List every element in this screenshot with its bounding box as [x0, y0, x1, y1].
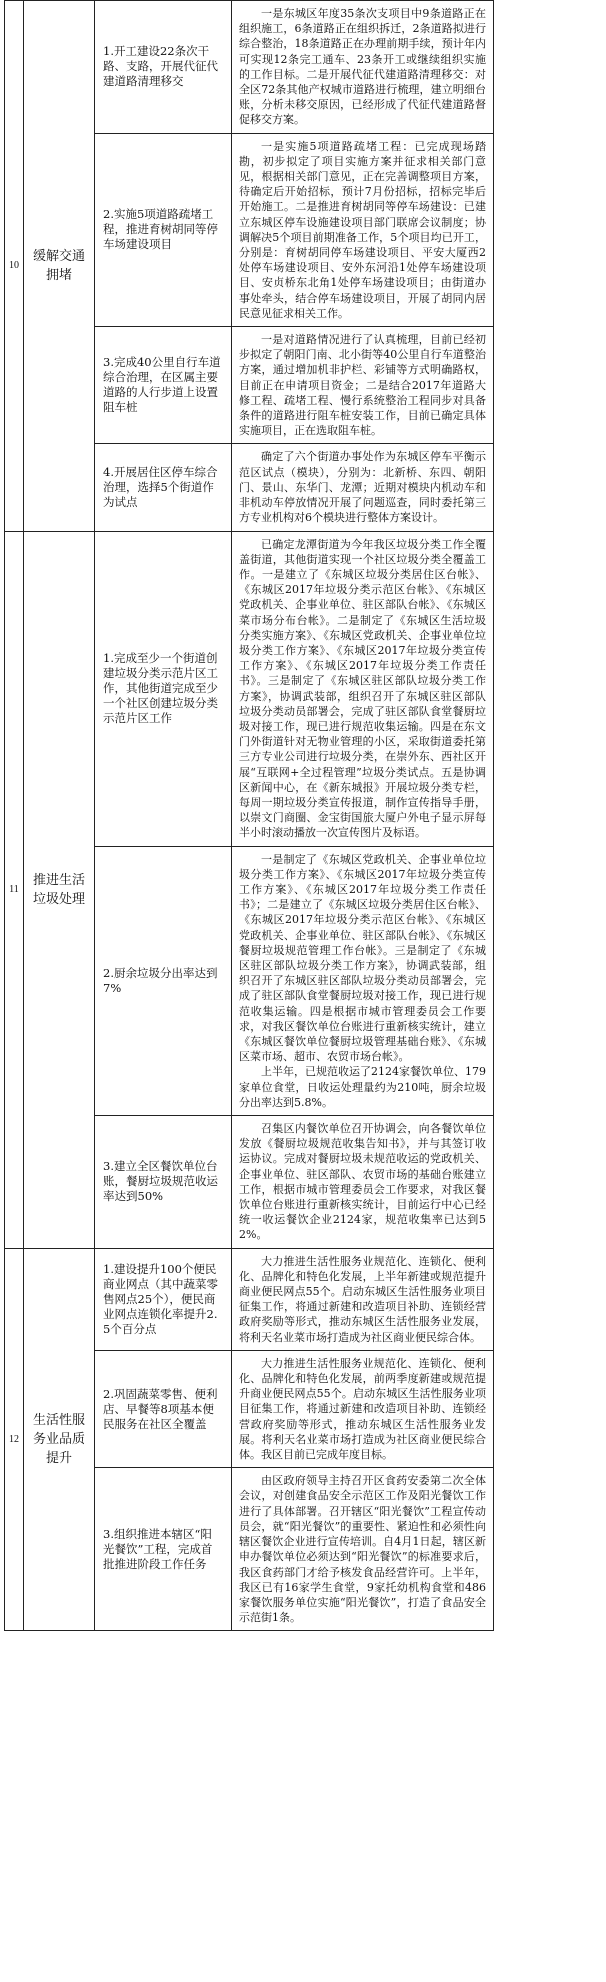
task-cell: 2.厨余垃圾分出率达到7% [95, 846, 232, 1115]
table-row [5, 1248, 494, 1350]
item-name: 推进生活垃圾处理 [24, 531, 95, 1248]
progress-table [4, 0, 494, 1631]
progress-cell [232, 1468, 494, 1631]
task-cell: 1.建设提升100个便民商业网点（其中蔬菜零售网点25个），便民商业网点连锁化率提升2.5个百分点 [95, 1248, 232, 1350]
task-cell: 3.组织推进本辖区“阳光餐饮”工程，完成首批推进阶段工作任务 [95, 1468, 232, 1631]
progress-text: 已确定龙潭街道为今年我区垃圾分类工作全覆盖街道，其他街道实现一个社区垃圾分类全覆盖工作。一是建立了《东城区垃圾分类居住区台帐》、《东城区2017年垃圾分类示范区台帐》、《东城区党政机关、企事业单位、驻区部队台帐》、《东城区菜市场分布台帐》。二是制定了《东城区生活垃圾分类实施方案》、《东城区党政机关、企事业单位垃圾分类工作方案》、《东城区2017年垃圾分类宣传工作方案》、《东城区2017年垃圾分类工作责任书》。三是制定了《东城区驻区部队垃圾分类工作方案》，协调武装部，组织召开了东城区驻区部队垃圾分类动员部署会，完成了驻区部队食堂餐厨垃圾对接工作，现已进行规范收集运输。四是在东文门外街道针对无物业管理的小区，采取街道委托第三方专业公司进行垃圾分类，在崇外东、西社区开展“互联网+全过程管理”垃圾分类试点。五是协调区新闻中心，在《新东城报》开展垃圾分类专栏，每周一期垃圾分类宣传报道，制作宣传指导手册，以崇文门商圈、金宝街国旅大厦户外电子显示屏每半小时滚动播放一次宣传图片及标语。 [239, 537, 486, 840]
progress-cell [232, 327, 494, 444]
table-row [5, 531, 494, 846]
row-number: 10 [5, 1, 24, 532]
task-cell: 1.完成至少一个街道创建垃圾分类示范片区工作，其他街道完成至少一个社区创建垃圾分类示范片区工作 [95, 531, 232, 846]
progress-text: 确定了六个街道办事处作为东城区停车平衡示范区试点（模块），分别为：北新桥、东四、朝阳门、景山、东华门、龙潭；近期对模块内机动车和非机动车停放情况开展了问题巡查，同时委托第三方专业机构对6个模块进行整体方案设计。 [239, 450, 486, 525]
table-row [5, 1, 494, 134]
task-cell: 2.巩固蔬菜零售、便利店、早餐等8项基本便民服务在社区全覆盖 [95, 1350, 232, 1467]
task-cell: 3.完成40公里自行车道综合治理，在区属主要道路的人行步道上设置阻车桩 [95, 327, 232, 444]
progress-text: 一是制定了《东城区党政机关、企事业单位垃圾分类工作方案》、《东城区2017年垃圾分类宣传工作方案》、《东城区2017年垃圾分类工作责任书》；二是建立了《东城区垃圾分类居住区台帐》、《东城区2017年垃圾分类示范区台帐》、《东城区党政机关、企事业单位、驻区部队台帐》、《东城区餐厨垃圾规范管理工作台帐》。三是制定了《东城区驻区部队垃圾分类工作方案》，协调武装部，组织召开了东城区驻区部队垃圾分类动员部署会，完成了驻区部队食堂餐厨垃圾对接工作，现已进行规范收集运输。四是根据市城市管理委员会工作要求，对我区餐饮单位台账进行重新核实统计，建立《东城区餐饮单位餐厨垃圾管理基础台账》、《东城区菜市场、超市、农贸市场台帐》。 [239, 852, 486, 1064]
progress-cell [232, 1350, 494, 1467]
progress-text: 一是东城区年度35条次支项目中9条道路正在组织施工，6条道路正在组织拆迁，2条道路拟进行综合整治，18条道路正在办理前期手续，预计年内可实现12条完工通车、23条开工或继续组织实施的工作目标。二是开展代征代建道路清理移交：对全区72条其他产权城市道路进行梳理，建立明细台账，分析未移交原因，已经形成了代征代建道路督促移交方案。 [239, 7, 486, 127]
row-number: 12 [5, 1248, 24, 1631]
task-cell: 3.建立全区餐饮单位台账，餐厨垃圾规范收运率达到50% [95, 1116, 232, 1249]
progress-cell [232, 846, 494, 1115]
progress-text: 召集区内餐饮单位召开协调会，向各餐饮单位发放《餐厨垃圾规范收集告知书》，并与其签订收运协议。完成对餐厨垃圾未规范收运的党政机关、企事业单位、驻区部队、农贸市场的基础台账建立工作，根据市城市管理委员会工作要求，对我区餐饮单位台账进行重新核实统计，目前运行中心已经统一收运餐饮企业2124家，规范收集率已达到52%。 [239, 1122, 486, 1242]
progress-cell [232, 1248, 494, 1350]
task-cell: 2.实施5项道路疏堵工程，推进育树胡同等停车场建设项目 [95, 133, 232, 326]
progress-text: 上半年，已规范收运了2124家餐饮单位、179家单位食堂，日收运处理量约为210吨，厨余垃圾分出率达到5.8%。 [239, 1065, 486, 1109]
progress-cell [232, 1, 494, 134]
progress-text: 大力推进生活性服务业规范化、连锁化、便利化、品牌化和特色化发展，上半年新建或规范提升商业便民网点55个。启动东城区生活性服务业项目征集工作，将通过新建和改造项目补助、连锁经营政府奖励等形式，推动东城区生活性服务业发展，将利天名业菜市场打造成为社区商业便民综合体。 [239, 1254, 486, 1344]
task-cell: 1.开工建设22条次干路、支路，开展代征代建道路清理移交 [95, 1, 232, 134]
progress-text: 由区政府领导主持召开区食药安委第二次全体会议，对创建食品安全示范区工作及阳光餐饮工作进行了具体部署。召开辖区“阳光餐饮”工程宣传动员会，就“阳光餐饮”的重要性、紧迫性和必须性向辖区餐饮企业进行宣传培训。自4月1日起，辖区新申办餐饮单位必须达到“阳光餐饮”的标准要求后，我区食药部门才给予核发食品经营许可。上半年，我区已有16家学生食堂，9家托幼机构食堂和486家餐饮服务单位实施“阳光餐饮”，打造了食品安全示范街1条。 [239, 1474, 486, 1625]
progress-cell [232, 531, 494, 846]
progress-cell [232, 444, 494, 531]
item-name: 缓解交通拥堵 [24, 1, 95, 532]
progress-cell [232, 1116, 494, 1249]
progress-text: 一是对道路情况进行了认真梳理，目前已经初步拟定了朝阳门南、北小街等40公里自行车道整治方案，通过增加机非护栏、彩铺等方式明确路权，目前正在申请项目资金；二是结合2017年道路大修工程、疏堵工程、慢行系统整治工程同步对具备条件的道路进行阻车桩安装工作，目前已确定具体实施项目，正在选取阻车桩。 [239, 333, 486, 438]
progress-text: 一是实施5项道路疏堵工程：已完成现场踏勘，初步拟定了项目实施方案并征求相关部门意见，根据相关部门意见，正在完善调整项目方案，待确定后开始招标，预计7月份招标，招标完毕后开始施工。二是推进育树胡同等停车场建设：已建立东城区停车设施建设项目部门联席会议制度；协调解决5个项目前期准备工作，5个项目均已开工，分别是：育树胡同停车场建设项目、平安大厦西2处停车场建设项目、安外东河沿1处停车场建设项目、安贞桥东北角1处停车场建设项目；由街道办事处牵头，结合停车场建设项目，开展了胡同内居民意见征求相关工作。 [239, 139, 486, 320]
progress-cell [232, 133, 494, 326]
row-number: 11 [5, 531, 24, 1248]
progress-text: 大力推进生活性服务业规范化、连锁化、便利化、品牌化和特色化发展，前两季度新建或规范提升商业便民网点55个。启动东城区生活性服务业项目征集工作，将通过新建和改造项目补助、连锁经营政府奖励等形式，推动东城区生活性服务业发展。将利天名业菜市场打造成为社区商业便民综合体。我区目前已完成年度目标。 [239, 1356, 486, 1462]
task-cell: 4.开展居住区停车综合治理，选择5个街道作为试点 [95, 444, 232, 531]
item-name: 生活性服务业品质提升 [24, 1248, 95, 1631]
